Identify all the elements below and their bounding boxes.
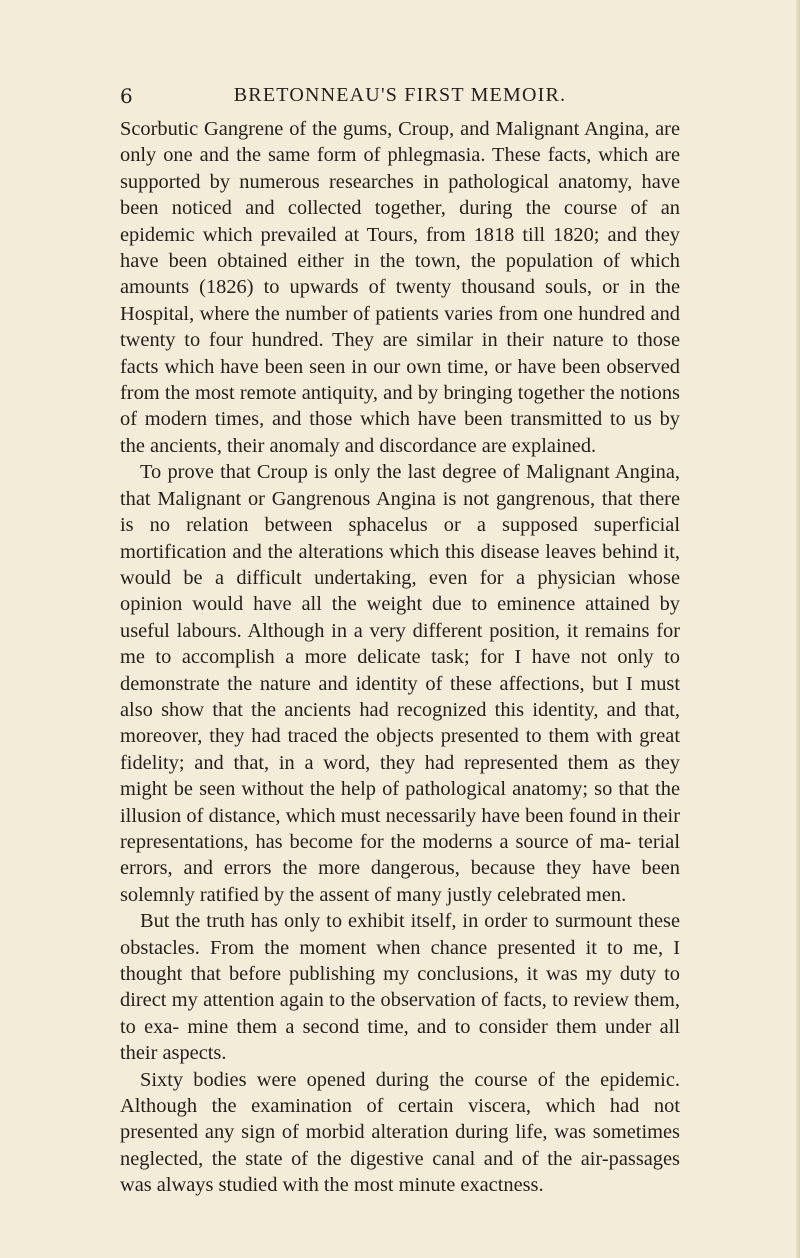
paragraph-2: To prove that Croup is only the last degree of Malignant Angina, that Malignant or Gangrenous Angina is not gangrenous, that there is no relation between sphacelus or a supposed superficial mortification and the alterations which this disease leaves behind it, would be a difficult undertaking, even for a physician whose opinion would have all the weight due to eminence attained by useful labours. Although in a very different position, it remains for me to accomplish a more delicate task; for I have not only to demonstrate the nature and identity of these affections, but I must also show that the ancients had recognized this identity, and that, moreover, they had traced the objects presented to them with great fidelity; and that, in a word, they had represented them as they might be seen without the help of pathological anatomy; so that the illusion of distance, which must necessarily have been found in their representations, has become for the moderns a source of ma- terial errors, and errors the more dangerous, because they have been solemnly ratified by the assent of many justly celebrated men. xyxy=(120,461,680,906)
paragraph-4: Sixty bodies were opened during the course of the epidemic. Although the examination of certain viscera, which had not presented any sign of morbid alteration during life, was sometimes neglected, the state of the digestive canal and of the air-passages was always studied with the most minute exactness. xyxy=(120,1068,680,1197)
body-text xyxy=(120,116,680,1199)
page-header xyxy=(120,84,680,112)
page-number: 6 xyxy=(120,84,134,108)
paragraph-1: Scorbutic Gangrene of the gums, Croup, and Malignant Angina, are only one and the same form of phlegmasia. These facts, which are supported by numerous researches in pathological anatomy, have been noticed and collected together, during the course of an epidemic which prevailed at Tours, from 1818 till 1820; and they have been obtained either in the town, the population of which amounts (1826) to upwards of twenty thousand souls, or in the Hospital, where the number of patients varies from one hundred and twenty to four hundred. They are similar in their nature to those facts which have been seen in our own time, or have been observed from the most remote antiquity, and by bringing together the notions of modern times, and those which have been transmitted to us by the ancients, their anomaly and discordance are explained. xyxy=(120,118,680,457)
paragraph-3: But the truth has only to exhibit itself, in order to surmount these obstacles. From the moment when chance presented it to me, I thought that before publishing my conclusions, it was my duty to direct my attention again to the observation of facts, to review them, to exa- mine them a second time, and to consider them under all their aspects. xyxy=(120,910,680,1065)
running-head: BRETONNEAU'S FIRST MEMOIR. xyxy=(233,84,567,106)
page-edge xyxy=(796,0,800,1258)
